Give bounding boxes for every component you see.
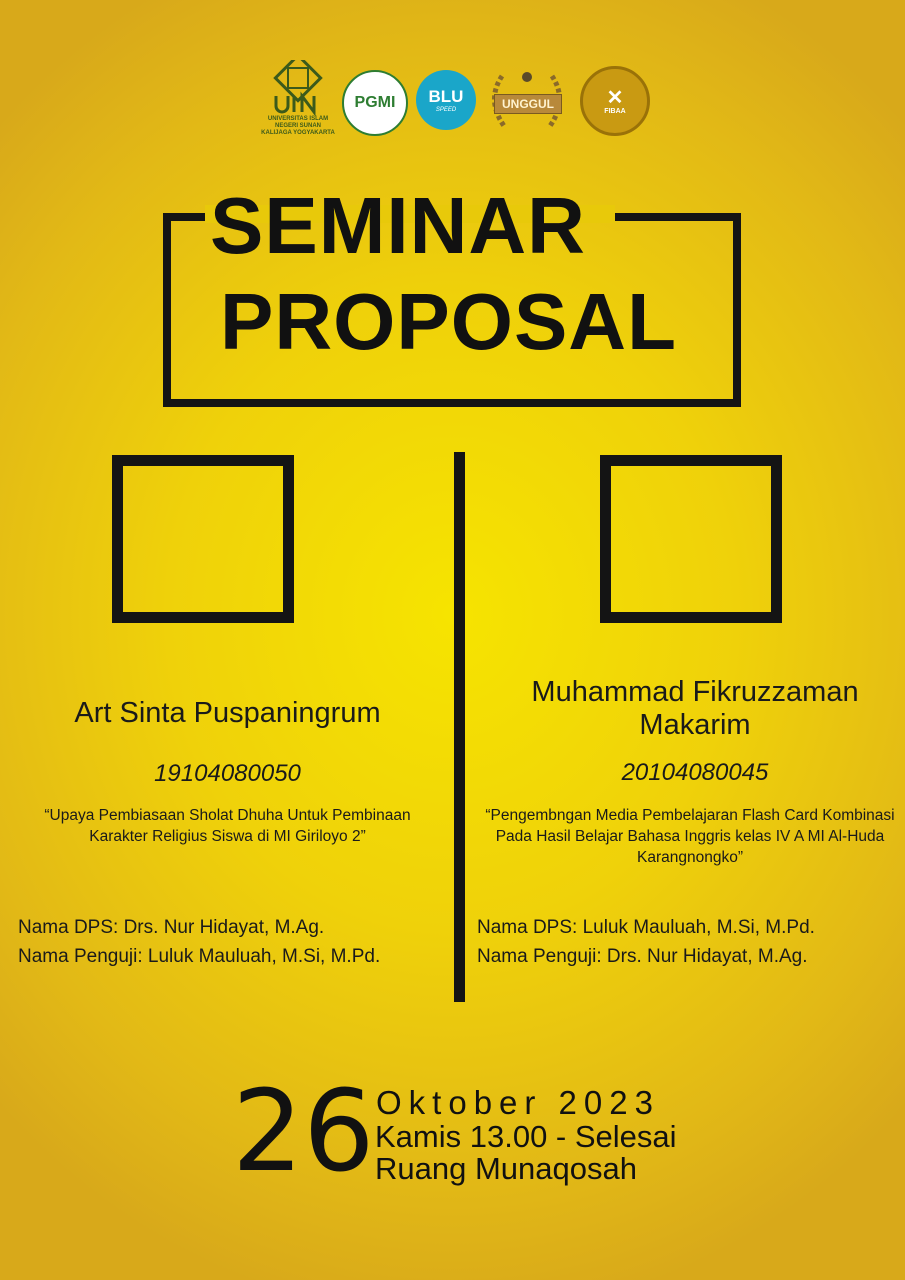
presenter-nim-left: 19104080050 [154,760,301,787]
uin-caption: UNIVERSITAS ISLAM NEGERI SUNAN KALIJAGA YOGYAKARTA [261,116,335,136]
presenter-staff-right [477,913,815,971]
presenter-name-right: Muhammad Fikruzzaman Makarim [531,676,859,741]
presenter-nim-right: 20104080045 [621,759,769,786]
fibaa-logo [580,66,650,136]
title-seminar: SEMINAR [210,181,586,270]
akreditasi-unggul-logo [482,68,572,132]
event-month-year: Oktober 2023 [376,1084,660,1121]
blu-sub-label: SPEED [435,107,457,113]
uin-logo [261,60,335,136]
event-room: Ruang Munaqosah [375,1151,637,1186]
center-divider [454,452,465,1002]
event-time: Kamis 13.00 - Selesai [375,1119,677,1154]
title-proposal: PROPOSAL [220,277,677,366]
logo-row [0,58,905,138]
blu-label: BLU [428,87,464,106]
fibaa-label: FIBAA [604,107,626,115]
pgmi-logo [342,70,408,136]
photo-frame-right [600,455,782,623]
unggul-label: UNGGUL [494,94,562,114]
presenter-staff-left [18,913,380,971]
pgmi-label: PGMI [354,94,396,111]
dps-left: Nama DPS: Drs. Nur Hidayat, M.Ag. [18,917,325,938]
presenter-topic-right: “Pengembngan Media Pembelajaran Flash Card Kombinasi Pada Hasil Belajar Bahasa Inggris kelas IV A MI Al-Huda Karangnongko” [485,807,895,866]
presenter-name-left: Art Sinta Puspaningrum [74,697,381,729]
dps-right: Nama DPS: Luluk Mauluah, M.Si, M.Pd. [477,917,815,938]
presenter-topic-left: “Upaya Pembiasaan Sholat Dhuha Untuk Pembinaan Karakter Religius Siswa di MI Giriloyo 2” [44,807,411,845]
fibaa-star-icon: ✕ [606,86,624,109]
photo-frame-left [112,455,294,623]
uin-emblem-icon [268,60,328,116]
blu-logo [416,70,476,130]
penguji-left: Nama Penguji: Luluk Mauluah, M.Si, M.Pd. [18,946,381,967]
event-day: 26 [232,1067,375,1197]
penguji-right: Nama Penguji: Drs. Nur Hidayat, M.Ag. [477,946,808,967]
